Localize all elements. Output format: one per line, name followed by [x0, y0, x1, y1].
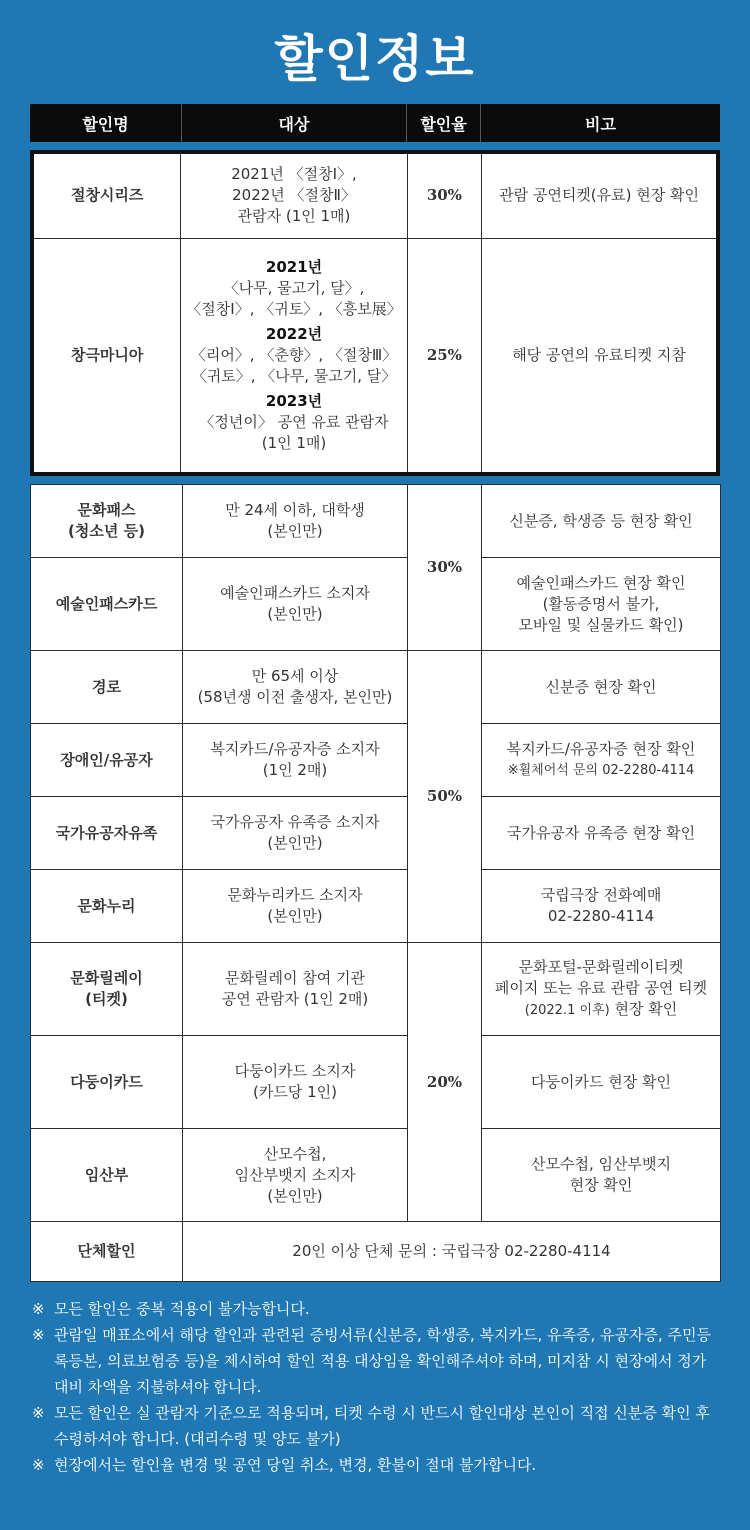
- notice-item: [32, 1452, 722, 1478]
- discount-table: [30, 484, 721, 1282]
- discount-name: 절창시리즈: [32, 152, 181, 238]
- header-note: 비고: [585, 114, 616, 134]
- table-row: [31, 651, 721, 724]
- discount-note: 산모수첩, 임산부뱃지 현장 확인: [482, 1129, 721, 1222]
- discount-name: 문화누리: [31, 870, 183, 943]
- discount-target: 만 24세 이하, 대학생 (본인만): [183, 485, 408, 558]
- table-row: [32, 238, 718, 474]
- header-rate: 할인율: [407, 104, 481, 142]
- discount-name: 문화패스 (청소년 등): [31, 485, 183, 558]
- notice-mark: ※: [32, 1300, 45, 1318]
- header-name: 할인명: [30, 104, 182, 142]
- year-label: 2023년: [265, 391, 323, 410]
- table-row: [32, 152, 718, 238]
- discount-target: 복지카드/유공자증 소지자 (1인 2매): [183, 724, 408, 797]
- discount-name: 문화릴레이 (티켓): [31, 943, 183, 1036]
- table-row: [31, 1036, 721, 1129]
- discount-target: 산모수첩, 임산부뱃지 소지자 (본인만): [183, 1129, 408, 1222]
- discount-target: 2021년 〈절창Ⅰ〉, 2022년 〈절창Ⅱ〉 관람자 (1인 1매): [181, 152, 407, 238]
- discount-rate: 50%: [408, 651, 482, 943]
- notice-list: [32, 1296, 722, 1478]
- discount-name: 예술인패스카드: [31, 558, 183, 651]
- notice-text: 현장에서는 할인율 변경 및 공연 당일 취소, 변경, 환불이 절대 불가합니다.: [54, 1456, 537, 1474]
- notice-text: 모든 할인은 중복 적용이 불가능합니다.: [54, 1300, 310, 1318]
- discount-note: 신분증, 학생증 등 현장 확인: [482, 485, 721, 558]
- discount-name: 다둥이카드: [31, 1036, 183, 1129]
- discount-name: 국가유공자유족: [31, 797, 183, 870]
- discount-target: 만 65세 이상 (58년생 이전 출생자, 본인만): [183, 651, 408, 724]
- table-row: [31, 1222, 721, 1282]
- page-title: 할인정보: [274, 30, 476, 88]
- discount-note: 해당 공연의 유료티켓 지참: [482, 238, 718, 474]
- discount-name: 창극마니아: [32, 238, 181, 474]
- notice-mark: ※: [32, 1404, 45, 1422]
- table-row: [31, 485, 721, 558]
- discount-name: 장애인/유공자: [31, 724, 183, 797]
- table-header: [30, 104, 720, 142]
- discount-note: 관람 공연티켓(유료) 현장 확인: [482, 152, 718, 238]
- discount-rate: 25%: [407, 238, 481, 474]
- notice-item: [32, 1400, 722, 1452]
- discount-target: 국가유공자 유족증 소지자 (본인만): [183, 797, 408, 870]
- notice-item: [32, 1296, 722, 1322]
- discount-note: 신분증 현장 확인: [482, 651, 721, 724]
- discount-note: 문화포털-문화릴레이티켓 페이지 또는 유료 관람 공연 티켓 (2022.1 이후) 현장 확인: [482, 943, 721, 1036]
- year-label: 2022년: [265, 324, 323, 343]
- notice-text: 관람일 매표소에서 해당 할인과 관련된 증빙서류(신분증, 학생증, 복지카드, 유족증, 유공자증, 주민등록등본, 의료보험증 등)을 제시하여 할인 적용 대상임을 확인해주셔야 하며, 미지참 시 현장에서 정가 대비 차액을 지불하셔야 합니다.: [54, 1326, 711, 1396]
- discount-rate: 30%: [408, 485, 482, 651]
- header-target: 대상: [182, 104, 407, 142]
- table-row: [31, 797, 721, 870]
- discount-target: 문화누리카드 소지자 (본인만): [183, 870, 408, 943]
- table-row: [31, 870, 721, 943]
- discount-target: 예술인패스카드 소지자 (본인만): [183, 558, 408, 651]
- discount-note: 국가유공자 유족증 현장 확인: [482, 797, 721, 870]
- discount-rate: 20%: [408, 943, 482, 1222]
- discount-target: 다둥이카드 소지자 (카드당 1인): [183, 1036, 408, 1129]
- notice-mark: ※: [32, 1326, 45, 1344]
- notice-text: 모든 할인은 실 관람자 기준으로 적용되며, 티켓 수령 시 반드시 할인대상 본인이 직접 신분증 확인 후 수령하셔야 합니다. (대리수령 및 양도 불가): [54, 1404, 710, 1448]
- discount-name: 임산부: [31, 1129, 183, 1222]
- discount-target: 20인 이상 단체 문의 : 국립극장 02-2280-4114: [183, 1222, 721, 1282]
- discount-note: 다둥이카드 현장 확인: [482, 1036, 721, 1129]
- discount-rate: 30%: [407, 152, 481, 238]
- discount-note: 국립극장 전화예매 02-2280-4114: [482, 870, 721, 943]
- discount-target: 문화릴레이 참여 기관 공연 관람자 (1인 2매): [183, 943, 408, 1036]
- discount-note: 예술인패스카드 현장 확인 (활동증명서 불가, 모바일 및 실물카드 확인): [482, 558, 721, 651]
- discount-name: 단체할인: [31, 1222, 183, 1282]
- table-row: [31, 943, 721, 1036]
- year-label: 2021년: [265, 257, 323, 276]
- discount-note: 복지카드/유공자증 현장 확인 ※휠체어석 문의 02-2280-4114: [482, 724, 721, 797]
- table-row: [31, 1129, 721, 1222]
- notice-mark: ※: [32, 1456, 45, 1474]
- table-row: [31, 558, 721, 651]
- table-row: [31, 724, 721, 797]
- discount-target: 2021년 〈나무, 물고기, 달〉, 〈절창Ⅰ〉, 〈귀토〉, 〈흥보展〉 2022년 〈리어〉, 〈춘향〉, 〈절창Ⅲ〉 〈귀토〉, 〈나무, 물고기, 달〉 2023년 〈정년이〉 공연 유료 관람자 (1인 1매): [181, 238, 407, 474]
- notice-item: [32, 1322, 722, 1400]
- discount-name: 경로: [31, 651, 183, 724]
- featured-discount-table: [30, 150, 720, 476]
